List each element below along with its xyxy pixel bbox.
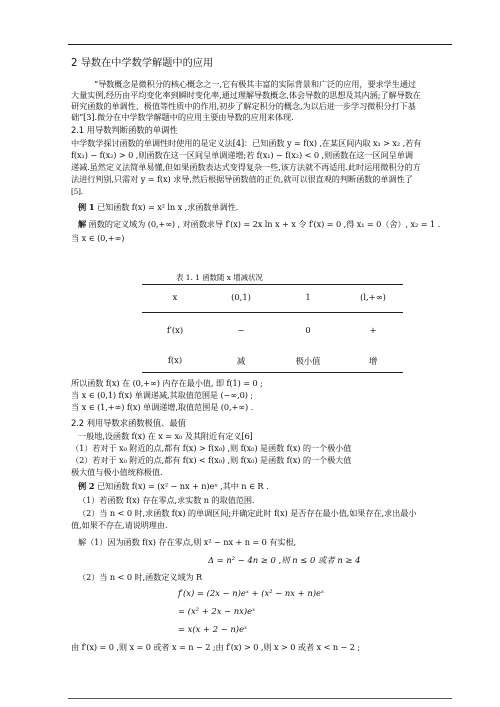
s2-para-line-1: 一般地,设函数 f(x) 在 x = x₀ 及其附近有定义[6] <box>78 431 253 441</box>
example-1 <box>78 202 463 213</box>
table-f-cell-1: 减 <box>236 356 246 366</box>
example-1-label: 例 1 <box>78 202 95 212</box>
table-header-interval-1: (0,1) <box>231 292 251 302</box>
intro-line-4: 础”[3].微分在中学数学解题中的应用主要由导数的应用来体现. <box>71 112 294 122</box>
solution-1 <box>78 219 463 230</box>
s2-para-line-4: 极大值与极小值统称极值. <box>71 467 163 477</box>
subsection-heading-1: 2.1 用导数判断函数的单调性 <box>71 125 178 135</box>
table-fprime-cell-2: 0 <box>305 325 311 335</box>
question-2-line-1: （2）当 n < 0 时,求函数 f(x) 的单调区间;并确定此时 f(x) 是否存在最小值,如果存在,求出最小 <box>78 508 417 518</box>
example-2-text: 已知函数 f(x) = (x² − nx + n)eˣ ,其中 n ∈ R . <box>96 481 269 491</box>
final-line: 由 f′(x) = 0 ,则 x = 0 或者 x = n − 2 ;由 f′(x) > 0 ,则 x > 0 或者 x < n − 2 ; <box>71 642 361 652</box>
table-header-point: 1 <box>305 292 311 302</box>
intro-line-3: 研究函数的单调性、极值等性质中的作用,初步了解定积分的概念,为以后进一步学习微积分打下基 <box>71 101 416 111</box>
table-f-cell-3: 增 <box>368 356 378 366</box>
solution-1-when: 当 x ∈ (0,+∞) <box>71 233 125 243</box>
solution-1-text: 函数的定义域为 (0,+∞) , 对函数求导 f′(x) = 2x ln x + x 令 f′(x) = 0 ,得 x₁ = 0（舍）, x₂ = 1 . <box>88 219 441 229</box>
derivative-eq-3: = x(x + 2 − n)eˣ <box>178 624 247 634</box>
footer-rule <box>68 698 452 699</box>
intro-line-1: “导数概念是微积分的核心概念之一,它有极其丰富的实际背景和广泛的应用，要求学生通过 <box>94 79 417 89</box>
intro-line-2: 大量实例,经历由平均变化率到瞬时变化率,通过理解导数概念,体会导数的思想及其内涵;了解导数在 <box>71 90 421 100</box>
solution-1-label: 解 <box>78 219 87 229</box>
example-2 <box>78 481 463 492</box>
discriminant-line: Δ = n² − 4n ≥ 0 ,则 n ≤ 0 或者 n ≥ 4 <box>208 555 361 565</box>
solution-2-part-2: （2）当 n < 0 时,函数定义域为 R <box>78 572 203 582</box>
table-f-label: f(x) <box>167 355 183 365</box>
s1-para-line-1: 中学数学探讨函数的单调性时使用的是定义法[4]：已知函数 y = f(x) ,在某区间内取 x₁ > x₂ ,若有 <box>71 138 422 148</box>
question-2-line-2: 值,如果不存在,请说明理由. <box>71 520 168 530</box>
conclusion-line-2: 当 x ∈ (0,1) f(x) 单调递减,其取值范围是 (−∞,0) ; <box>71 390 253 400</box>
s1-para-line-5: [5]. <box>71 187 84 196</box>
table-f-cell-2: 极小值 <box>295 356 321 366</box>
s2-para-line-3: （2）若对于 x₀ 附近的点,都有 f(x) < f(x₀) ,则 f(x₀) 是函数 f(x) 的一个极大值 <box>71 455 352 465</box>
section-title: 2 导数在中学数学解题中的应用 <box>71 58 214 69</box>
conclusion-line-1: 所以函数 f(x) 在 (0,+∞) 内存在最小值, 即 f(1) = 0 ; <box>71 378 263 388</box>
table-fprime-cell-3: + <box>369 325 377 335</box>
conclusion-line-3: 当 x ∈ (1,+∞) f(x) 单调递增,取值范围是 (0,+∞) . <box>71 402 254 412</box>
example-1-text: 已知函数 f(x) = x² ln x ,求函数单调性. <box>96 202 239 212</box>
table-caption: 表 1. 1 函数随 x 增减状况 <box>176 273 263 282</box>
example-2-label: 例 2 <box>78 481 95 491</box>
header-rule <box>68 44 452 45</box>
table-top-rule <box>142 284 403 285</box>
table-fprime-cell-1: − <box>237 325 245 335</box>
solution-2-part-1: 解（1）因为函数 f(x) 存在零点,则 x² − nx + n = 0 有实根, <box>78 537 297 547</box>
table-header-rule <box>142 312 403 313</box>
s1-para-line-4: 法进行判别,只需对 y = f(x) 求导,然后根据导函数值的正负,就可以很直观的判断函数的单调性了 <box>71 174 413 184</box>
table-header-x: x <box>172 292 178 302</box>
table-fprime-label: f′(x) <box>166 325 184 335</box>
table-bottom-rule <box>142 372 403 373</box>
s1-para-line-2: f(x₁) − f(x₂) > 0 ,则函数在这一区间呈单调递增;若 f(x₁) − f(x₂) < 0 ,则函数在这一区间呈单调 <box>71 150 413 160</box>
s2-para-line-2: （1）若对于 x₀ 附近的点,都有 f(x) > f(x₀) ,则 f(x₀) 是函数 f(x) 的一个极小值 <box>71 443 352 453</box>
s1-para-line-3: 递减.虽然定义法简单易懂,但如果函数表达式变得复杂一些,该方法就不再适用.此时运用微积分的方 <box>71 162 421 172</box>
derivative-eq-2: = (x² + 2x − nx)eˣ <box>178 606 256 616</box>
question-1: （1）若函数 f(x) 存在零点,求实数 n 的取值范围. <box>78 495 255 505</box>
subsection-heading-2: 2.2 利用导数求函数极值、最值 <box>71 418 186 428</box>
derivative-eq-1: f′(x) = (2x − n)eˣ + (x² − nx + n)eˣ <box>178 588 324 598</box>
table-header-interval-2: (l,+∞) <box>360 292 386 302</box>
